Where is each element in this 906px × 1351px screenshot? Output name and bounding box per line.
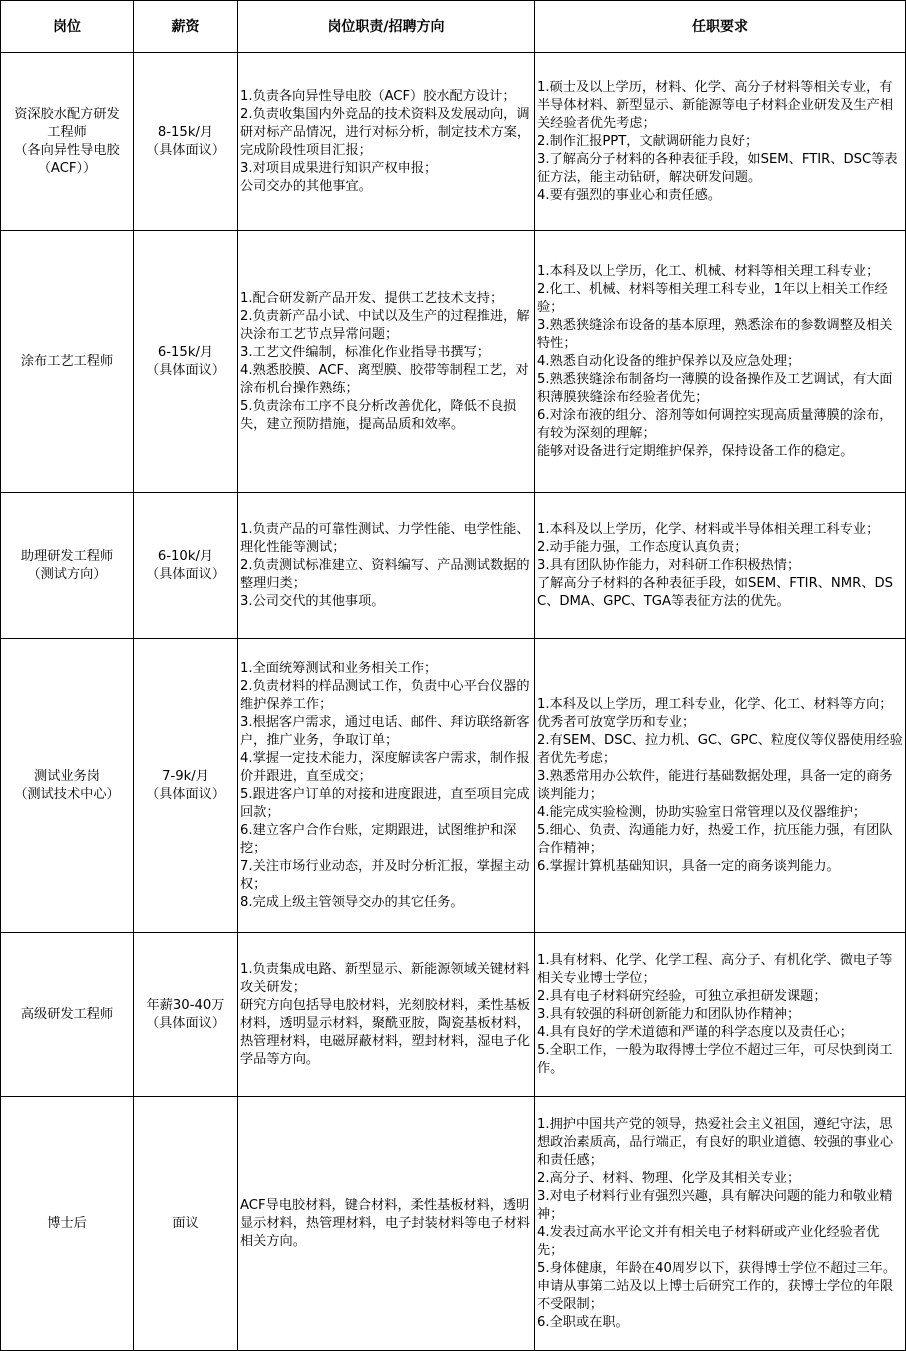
position-cell-line: 工程师 — [47, 124, 87, 140]
duties-cell-line: 2.负责测试标准建立、资料编写、产品测试数据的整理归类； — [240, 557, 530, 591]
duties-cell — [238, 53, 535, 231]
requirements-cell-line: 3.具有较强的科研创新能力和团队协作精神； — [537, 1006, 801, 1022]
requirements-cell-line: 4.发表过高水平论文并有相关电子材料研或产业化经验者优先； — [537, 1224, 880, 1258]
duties-cell-line: 4.熟悉胶膜、ACF、离型膜、胶带等制程工艺，对涂布机台操作熟练； — [240, 362, 529, 396]
requirements-cell-line: 2.制作汇报PPT，文献调研能力良好； — [537, 133, 759, 149]
requirements-cell — [535, 933, 906, 1097]
requirements-cell-line: 5.身体健康，年龄在40周岁以下，获得博士学位不超过三年。申请从事第二站及以上博士后研究工作的，获博士学位的年限不受限制； — [537, 1260, 897, 1312]
position-cell — [1, 639, 134, 933]
header-requirements: 任职要求 — [535, 1, 906, 53]
requirements-cell-line: 1.硕士及以上学历，材料、化学、高分子材料等相关专业，有半导体材料、新型显示、新能源等电子材料企业研发及生产相关经验者优先考虑； — [537, 79, 894, 131]
duties-cell-line: 1.全面统筹测试和业务相关工作； — [240, 660, 438, 676]
duties-cell-line: 7.关注市场行业动态，并及时分析汇报，掌握主动权； — [240, 858, 530, 892]
requirements-cell-line: 6.掌握计算机基础知识，具备一定的商务谈判能力。 — [537, 858, 840, 874]
requirements-cell-line: 3.熟悉常用办公软件，能进行基础数据处理，具备一定的商务谈判能力； — [537, 768, 893, 802]
table-row — [1, 53, 906, 231]
requirements-cell-line: 3.熟悉狭缝涂布设备的基本原理，熟悉涂布的参数调整及相关特性； — [537, 317, 893, 351]
duties-cell-line: 2.负责材料的样品测试工作，负责中心平台仪器的维护保养工作； — [240, 678, 530, 712]
header-salary: 薪资 — [134, 1, 238, 53]
duties-cell-line: ACF导电胶材料，键合材料，柔性基板材料，透明显示材料，热管理材料，电子封装材料等电子材料相关方向。 — [240, 1197, 531, 1249]
position-cell-line: （ACF）） — [37, 160, 97, 176]
requirements-cell — [535, 53, 906, 231]
position-cell — [1, 53, 134, 231]
table-row — [1, 493, 906, 639]
requirements-cell-line: 了解高分子材料的各种表征手段，如SEM、FTIR、NMR、DSC、DMA、GPC、TGA等表征方法的优先。 — [537, 575, 894, 609]
requirements-cell-line: 2.动手能力强，工作态度认真负责； — [537, 539, 748, 555]
requirements-cell-line: 2.有SEM、DSC、拉力机、GC、GPC、粒度仪等仪器使用经验者优先考虑； — [537, 732, 903, 766]
requirements-cell-line: 2.高分子、材料、物理、化学及其相关专业； — [537, 1170, 801, 1186]
duties-cell — [238, 231, 535, 493]
salary-cell — [134, 53, 238, 231]
duties-cell-line: 5.负责涂布工序不良分析改善优化，降低不良损失，建立预防措施，提高品质和效率。 — [240, 398, 517, 432]
duties-cell-line: 2.负责收集国内外竞品的技术资料及发展动向，调研对标产品情况，进行对标分析，制定技术方案，完成阶段性项目汇报； — [240, 106, 531, 158]
header-position: 岗位 — [1, 1, 134, 53]
header-duties: 岗位职责/招聘方向 — [238, 1, 535, 53]
salary-cell-line: （具体面议） — [145, 142, 226, 158]
duties-cell-line: 8.完成上级主管领导交办的其它任务。 — [240, 894, 464, 910]
duties-cell-line: 研究方向包括导电胶材料，光刻胶材料，柔性基板材料，透明显示材料，聚酰亚胺，陶瓷基板材料，热管理材料，电磁屏蔽材料，塑封材料，湿电子化学品等方向。 — [240, 997, 531, 1067]
position-cell-line: 测试业务岗 — [34, 768, 100, 784]
requirements-cell-line: 能够对设备进行定期维护保养，保持设备工作的稳定。 — [537, 443, 854, 459]
requirements-cell-line: 4.要有强烈的事业心和责任感。 — [537, 187, 722, 203]
table-row — [1, 933, 906, 1097]
salary-cell — [134, 1097, 238, 1351]
salary-cell-line: 年薪30-40万 — [146, 997, 225, 1013]
duties-cell — [238, 1097, 535, 1351]
duties-cell-line: 5.跟进客户订单的对接和进度跟进，直至项目完成回款； — [240, 786, 530, 820]
requirements-cell-line: 4.能完成实验检测，协助实验室日常管理以及仪器维护； — [537, 804, 867, 820]
duties-cell-line: 1.负责集成电路、新型显示、新能源领域关键材料攻关研发； — [240, 961, 530, 995]
duties-cell-line: 3.工艺文件编制，标准化作业指导书撰写； — [240, 344, 490, 360]
duties-cell — [238, 493, 535, 639]
requirements-cell-line: 5.全职工作，一般为取得博士学位不超过三年，可尽快到岗工作。 — [537, 1042, 893, 1076]
position-cell-line: 涂布工艺工程师 — [20, 353, 114, 369]
salary-cell-line: （具体面议） — [145, 1015, 226, 1031]
duties-cell-line: 3.对项目成果进行知识产权申报； — [240, 160, 438, 176]
salary-cell-line: （具体面议） — [145, 566, 226, 582]
requirements-cell-line: 1.具有材料、化学、化学工程、高分子、有机化学、微电子等相关专业博士学位； — [537, 952, 893, 986]
salary-cell-line: 7-9k/月 — [162, 768, 209, 784]
header-row — [1, 1, 906, 53]
position-cell-line: 高级研发工程师 — [20, 1006, 114, 1022]
duties-cell-line: 2.负责新产品小试、中试以及生产的过程推进，解决涂布工艺节点异常问题； — [240, 308, 530, 342]
requirements-cell-line: 4.具有良好的学术道德和严谨的科学态度以及责任心； — [537, 1024, 853, 1040]
table-row — [1, 1097, 906, 1351]
requirements-cell-line: 1.本科及以上学历，化工、机械、材料等相关理工科专业； — [537, 263, 880, 279]
duties-cell — [238, 933, 535, 1097]
salary-cell-line: 面议 — [172, 1215, 199, 1231]
position-cell-line: 助理研发工程师 — [20, 548, 114, 564]
requirements-cell-line: 3.具有团队协作能力，对科研工作积极热情； — [537, 557, 801, 573]
requirements-cell — [535, 1097, 906, 1351]
requirements-cell-line: 5.细心、负责、沟通能力好，热爱工作，抗压能力强，有团队合作精神； — [537, 822, 893, 856]
requirements-cell — [535, 493, 906, 639]
requirements-cell-line: 4.熟悉自动化设备的维护保养以及应急处理； — [537, 353, 801, 369]
salary-cell-line: 6-15k/月 — [157, 344, 214, 360]
position-cell-line: （测试方向） — [27, 566, 107, 582]
position-cell-line: （各向异性导电胶 — [14, 142, 120, 158]
requirements-cell-line: 1.本科及以上学历，化学、材料或半导体相关理工科专业； — [537, 521, 880, 537]
position-cell — [1, 493, 134, 639]
salary-cell-line: （具体面议） — [145, 362, 226, 378]
table-row — [1, 231, 906, 493]
salary-cell-line: 6-10k/月 — [157, 548, 214, 564]
requirements-cell-line: 1.拥护中国共产党的领导，热爱社会主义祖国，遵纪守法，思想政治素质高，品行端正，有良好的职业道德、较强的事业心和责任感； — [537, 1116, 894, 1168]
requirements-cell-line: 3.对电子材料行业有强烈兴趣，具有解决问题的能力和敬业精神； — [537, 1188, 893, 1222]
duties-cell-line: 1.负责产品的可靠性测试、力学性能、电学性能、理化性能等测试； — [240, 521, 530, 555]
position-cell-line: （测试技术中心） — [14, 786, 120, 802]
duties-cell-line: 公司交办的其他事宜。 — [240, 178, 372, 194]
requirements-cell-line: 6.对涂布液的组分、溶剂等如何调控实现高质量薄膜的涂布，有较为深刻的理解； — [537, 407, 893, 441]
salary-cell — [134, 231, 238, 493]
table-row — [1, 639, 906, 933]
requirements-cell-line: 2.化工、机械、材料等相关理工科专业，1年以上相关工作经验； — [537, 281, 888, 315]
requirements-cell-line: 5.熟悉狭缝涂布制备均一薄膜的设备操作及工艺调试，有大面积薄膜狭缝涂布经验者优先； — [537, 371, 893, 405]
salary-cell — [134, 933, 238, 1097]
salary-cell — [134, 493, 238, 639]
duties-cell-line: 1.配合研发新产品开发、提供工艺技术支持； — [240, 290, 504, 306]
salary-cell-line: 8-15k/月 — [157, 124, 214, 140]
duties-cell-line: 3.根据客户需求，通过电话、邮件、拜访联络新客户，推广业务，争取订单； — [240, 714, 530, 748]
position-cell-line: 博士后 — [47, 1215, 87, 1231]
requirements-cell — [535, 231, 906, 493]
salary-cell — [134, 639, 238, 933]
salary-cell-line: （具体面议） — [145, 786, 226, 802]
duties-cell-line: 3.公司交代的其他事项。 — [240, 593, 385, 609]
requirements-cell-line: 1.本科及以上学历，理工科专业，化学、化工、材料等方向；优秀者可放宽学历和专业； — [537, 696, 893, 730]
duties-cell-line: 6.建立客户合作台账，定期跟进，试图维护和深挖； — [240, 822, 517, 856]
duties-cell — [238, 639, 535, 933]
position-cell — [1, 231, 134, 493]
position-cell-line: 资深胶水配方研发 — [14, 106, 120, 122]
requirements-cell-line: 6.全职或在职。 — [537, 1314, 629, 1330]
duties-cell-line: 4.掌握一定技术能力，深度解读客户需求，制作报价并跟进，直至成交； — [240, 750, 530, 784]
duties-cell-line: 1.负责各向异性导电胶（ACF）胶水配方设计； — [240, 88, 516, 104]
requirements-cell-line: 3.了解高分子材料的各种表征手段，如SEM、FTIR、DSC等表征方法，能主动钻研，解决研发问题。 — [537, 151, 898, 185]
position-cell — [1, 933, 134, 1097]
position-cell — [1, 1097, 134, 1351]
requirements-cell — [535, 639, 906, 933]
requirements-cell-line: 2.具有电子材料研究经验，可独立承担研发课题； — [537, 988, 827, 1004]
